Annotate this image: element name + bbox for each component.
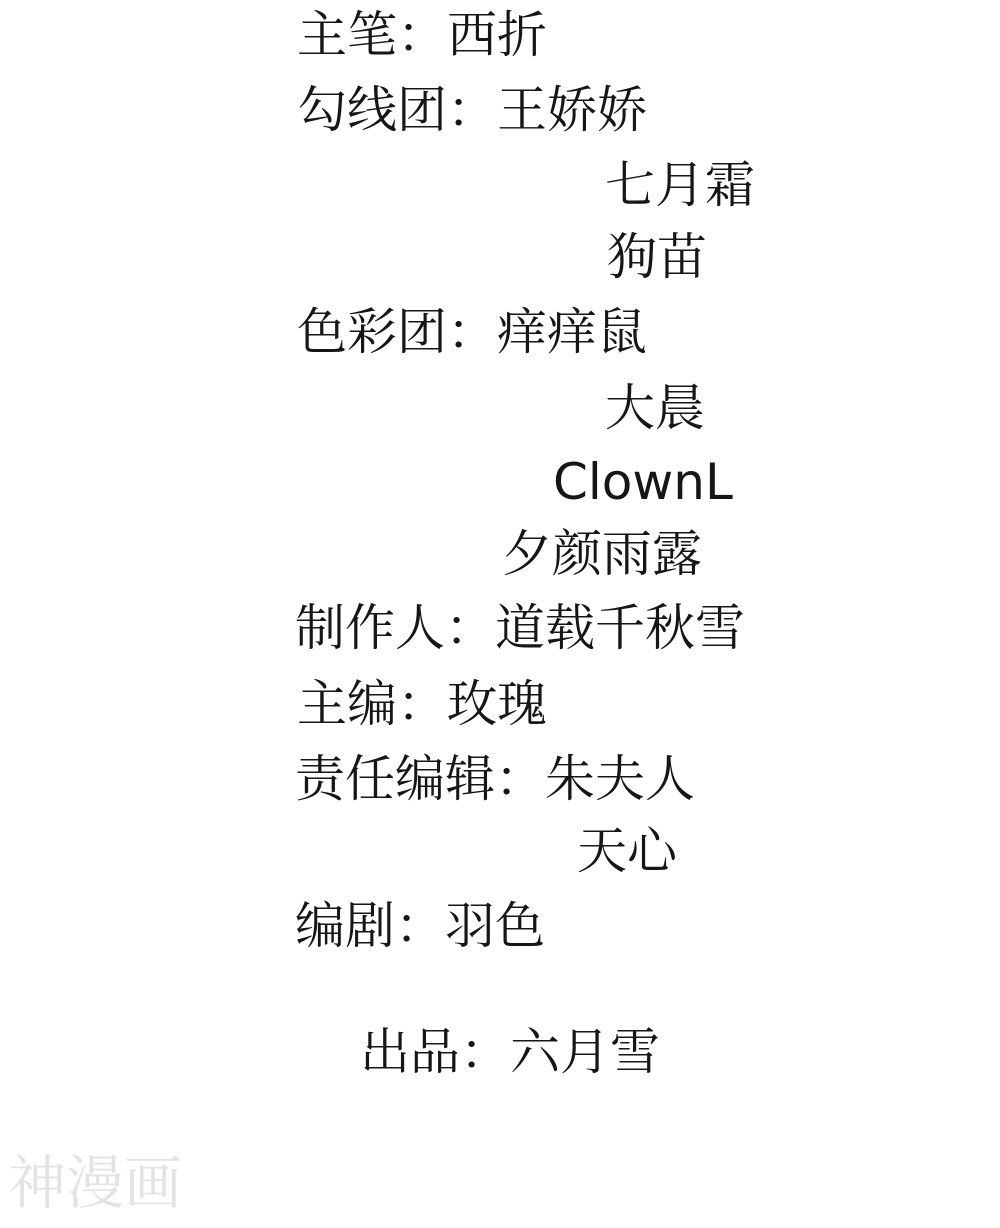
credit-line-lineart-team: 勾线团：王娇娇 — [297, 81, 647, 139]
credit-line-screenwriter: 编剧：羽色 — [295, 897, 545, 955]
credit-line-editor-in-chief: 主编：玫瑰 — [297, 675, 547, 733]
credit-line-chief-artist: 主笔：西折 — [297, 6, 547, 64]
shenmanhua-watermark: 神漫画 — [8, 1149, 183, 1217]
credit-line-color-member-2: 大晨 — [605, 379, 705, 437]
credit-line-publisher: 出品：六月雪 — [360, 1023, 660, 1081]
credit-line-responsible-editor: 责任编辑：朱夫人 — [295, 750, 695, 808]
credit-line-lineart-member-2: 七月霜 — [605, 156, 755, 214]
credit-line-color-team: 色彩团：痒痒鼠 — [297, 303, 647, 361]
credit-line-color-member-3: ClownL — [553, 453, 733, 511]
credit-line-lineart-member-3: 狗苗 — [607, 228, 707, 286]
credit-line-producer: 制作人：道载千秋雪 — [295, 599, 745, 657]
credit-line-responsible-editor-2: 天心 — [577, 822, 677, 880]
credit-line-color-member-4: 夕颜雨露 — [502, 525, 702, 583]
